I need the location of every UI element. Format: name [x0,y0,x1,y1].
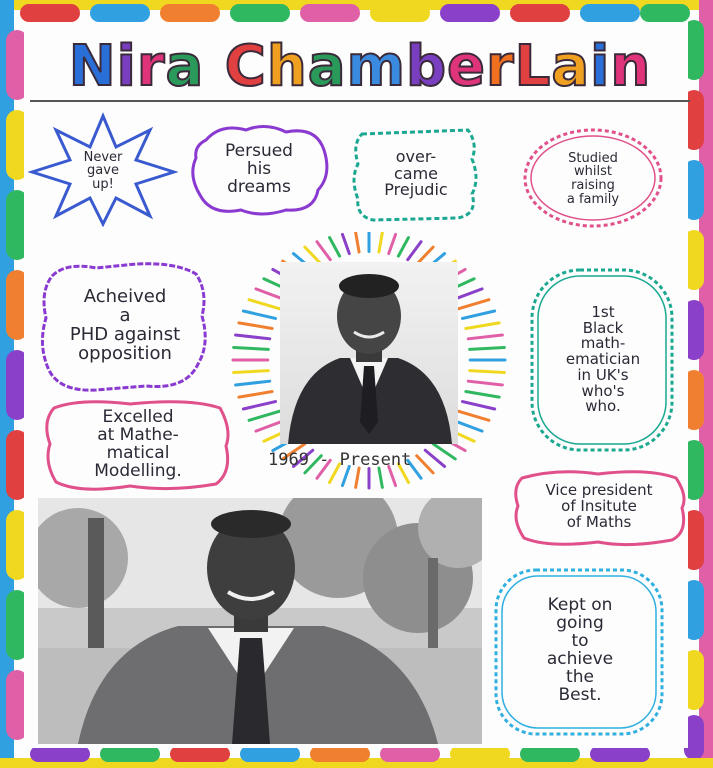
sunburst-ray [234,371,269,373]
sunburst-ray [234,347,269,349]
note-vice-president: Vice president of Insitute of Maths [545,481,653,531]
title-letter: i [116,33,137,99]
sunburst-ray [236,381,270,385]
sunburst-ray [462,311,494,318]
sunburst-ray [458,411,489,420]
sunburst-ray [239,392,272,398]
sunburst-ray [462,402,494,409]
title-underline [30,100,690,102]
note-mathematical-modelling: Excelled at Mathe- matical Modelling. [94,407,182,481]
sunburst-ray [356,468,359,487]
sunburst-ray [243,311,275,318]
outdoor-photo [38,498,482,744]
note-persued-dreams: Persued his dreams [225,141,293,197]
sunburst-ray [356,233,359,252]
sunburst-ray [342,234,349,253]
note-first-black-mathematician: 1st Black math- ematician in UK's who's who. [565,302,641,416]
sunburst-ray [317,242,330,260]
sunburst-ray [470,371,505,373]
sunburst-ray [417,456,433,473]
note-kept-on-going: Kept on going to achieve the Best. [546,595,614,705]
sunburst-ray [468,381,502,385]
title-letter: r [486,33,515,99]
sunburst-ray [236,335,270,339]
title-letter: a [307,33,347,99]
title-letter: a [551,33,591,99]
sunburst-ray [458,300,489,309]
note-phd: Acheived a PHD against opposition [69,286,181,364]
sunburst-ray [398,238,408,257]
sunburst-ray [243,402,275,409]
sunburst-ray [239,323,272,329]
note-never-gave-up: Never gave up! [83,149,123,192]
sunburst-ray [466,392,499,398]
title-letter [204,34,225,99]
sunburst-ray [466,323,499,329]
title-letter: r [136,33,166,99]
title-letter: a [165,33,205,99]
title-letter: e [447,33,487,99]
sunburst-ray [379,233,382,252]
title-letter: C [224,33,267,99]
note-studied-family: Studied whilst raising a family [566,150,620,207]
title-letter: n [610,33,652,99]
title-letter: b [405,33,448,99]
title-letter: h [266,33,308,99]
sunburst-ray [468,335,502,339]
title-letter: L [514,33,552,99]
sunburst-ray [470,347,505,349]
title-letter: m [346,33,406,99]
sunburst-ray [330,238,340,257]
portrait-photo [280,262,458,444]
sunburst-ray [408,242,421,260]
sunburst-ray [425,450,444,466]
poster-title [35,26,685,106]
sunburst-ray [433,444,455,459]
title-letter: i [590,33,611,99]
sunburst-ray [389,234,396,253]
sunburst-ray [379,468,382,487]
title-letter: N [68,33,117,99]
sunburst-ray [249,300,280,309]
sunburst-ray [249,411,280,420]
note-overcame-prejudice: over- came Prejudic [384,146,448,200]
portrait-caption: 1969 - Present [268,450,412,470]
